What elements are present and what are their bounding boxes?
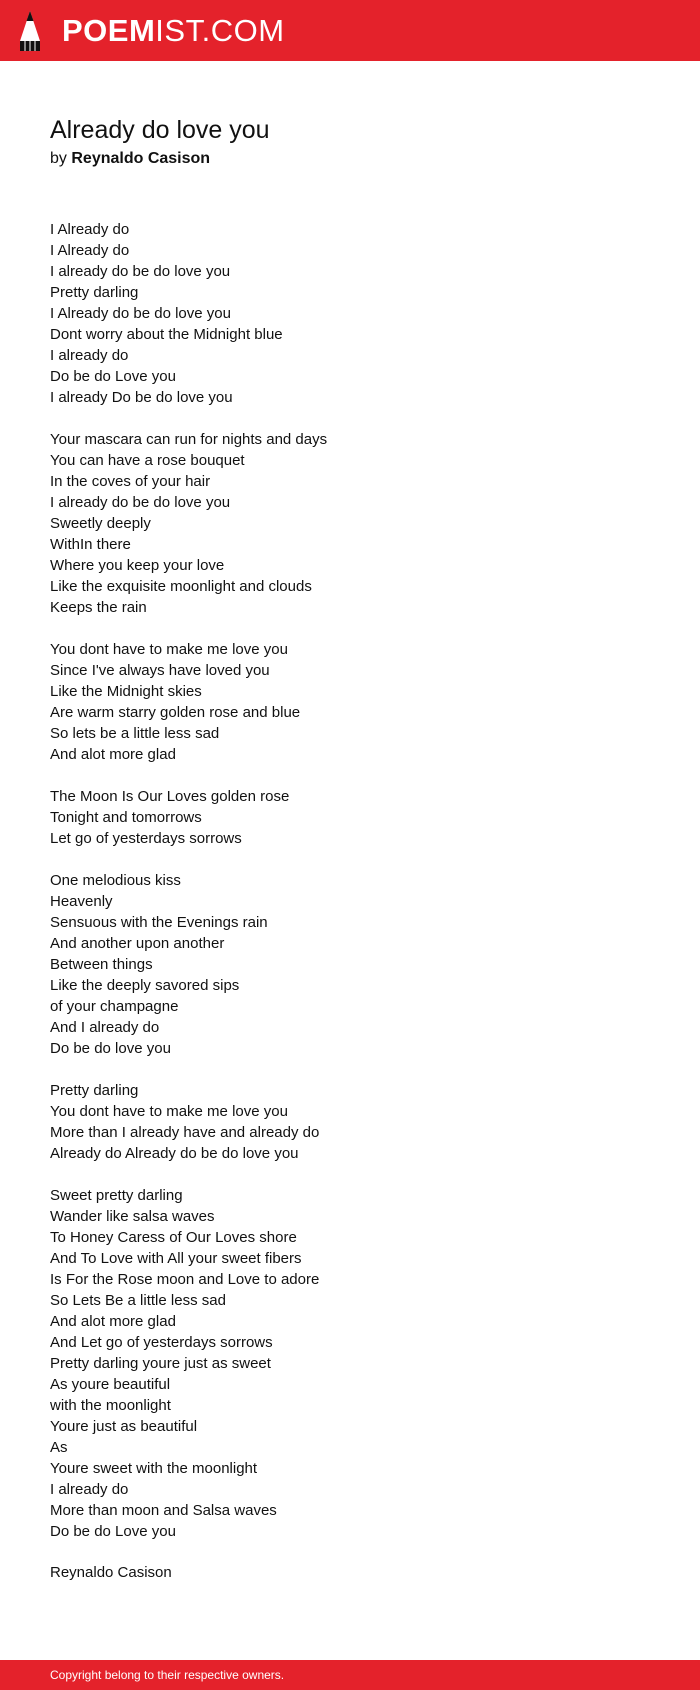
poem-line: More than I already have and already do <box>50 1124 320 1141</box>
poem-title: Already do love you <box>50 116 270 144</box>
poem-line: Like the exquisite moonlight and clouds <box>50 578 312 595</box>
poem-line: You can have a rose bouquet <box>50 452 245 469</box>
poem-line: I already do <box>50 1481 129 1498</box>
poem-line: The Moon Is Our Loves golden rose <box>50 788 290 805</box>
poem-line: Do be do Love you <box>50 1523 176 1540</box>
poem-line: Like the deeply savored sips <box>50 977 240 994</box>
poem-line: Like the Midnight skies <box>50 683 202 700</box>
poem-line: You dont have to make me love you <box>50 1103 288 1120</box>
author-link[interactable]: Reynaldo Casison <box>71 150 211 167</box>
poem-line: Youre just as beautiful <box>50 1418 198 1435</box>
poem-line: One melodious kiss <box>50 872 181 889</box>
poem-stanza <box>50 429 650 618</box>
poem-line: WithIn there <box>50 536 131 553</box>
poem-line: Pretty darling <box>50 284 139 301</box>
poem-line: I Already do be do love you <box>50 305 231 322</box>
poem-line: Between things <box>50 956 153 973</box>
poem-line: Are warm starry golden rose and blue <box>50 704 301 721</box>
copyright-notice: Copyright belong to their respective owners. <box>50 1668 285 1682</box>
poem-line: More than moon and Salsa waves <box>50 1502 277 1519</box>
site-logo-link[interactable] <box>18 9 285 53</box>
poem-line: Sweet pretty darling <box>50 1187 183 1204</box>
poem-line: In the coves of your hair <box>50 473 211 490</box>
poem-line: I already Do be do love you <box>50 389 233 406</box>
poem-line: Since I've always have loved you <box>50 662 270 679</box>
site-footer <box>0 1660 700 1690</box>
byline-label: by <box>50 150 67 167</box>
poem-line: And To Love with All your sweet fibers <box>50 1250 302 1267</box>
poem-line: Your mascara can run for nights and days <box>50 431 328 448</box>
poem-line: I Already do <box>50 221 130 238</box>
poem-stanza <box>50 639 650 765</box>
poem-line: And another upon another <box>50 935 225 952</box>
poem-stanza <box>50 786 650 849</box>
poem-line: And alot more glad <box>50 1313 176 1330</box>
poem-line: Do be do love you <box>50 1040 171 1057</box>
poem-line: As <box>50 1439 68 1456</box>
logo-bold-part: POEM <box>62 13 156 48</box>
poem-line: So Lets Be a little less sad <box>50 1292 226 1309</box>
poem-line: Sweetly deeply <box>50 515 151 532</box>
poem-line: And I already do <box>50 1019 160 1036</box>
poem-line: To Honey Caress of Our Loves shore <box>50 1229 297 1246</box>
poem-stanza <box>50 219 650 408</box>
poem-byline <box>50 148 210 170</box>
poem-line: Tonight and tomorrows <box>50 809 202 826</box>
poem-line: Is For the Rose moon and Love to adore <box>50 1271 320 1288</box>
poem-stanza <box>50 1080 650 1164</box>
poem-line: Sensuous with the Evenings rain <box>50 914 268 931</box>
poem-line: So lets be a little less sad <box>50 725 220 742</box>
poem-line: Keeps the rain <box>50 599 147 616</box>
poem-line: Do be do Love you <box>50 368 176 385</box>
poem-line: with the moonlight <box>50 1397 171 1414</box>
site-header <box>0 0 700 61</box>
poem-line: Where you keep your love <box>50 557 225 574</box>
poem-line: Pretty darling <box>50 1082 139 1099</box>
poem-line: Pretty darling youre just as sweet <box>50 1355 271 1372</box>
poem-line: I already do <box>50 347 129 364</box>
poem-line: And alot more glad <box>50 746 176 763</box>
site-logo-text <box>62 9 285 53</box>
poem-line: of your champagne <box>50 998 179 1015</box>
poem-line: Already do Already do be do love you <box>50 1145 299 1162</box>
logo-light-part: IST.COM <box>155 13 285 48</box>
poem-line: Dont worry about the Midnight blue <box>50 326 283 343</box>
poem-line: I already do be do love you <box>50 494 231 511</box>
poem-stanza <box>50 1185 650 1542</box>
pencil-icon <box>18 9 42 53</box>
poem-line: And Let go of yesterdays sorrows <box>50 1334 273 1351</box>
poem-line: I Already do <box>50 242 130 259</box>
poem-signature: Reynaldo Casison <box>50 1564 172 1581</box>
poem-line: Youre sweet with the moonlight <box>50 1460 258 1477</box>
poem-line: I already do be do love you <box>50 263 231 280</box>
poem-line: You dont have to make me love you <box>50 641 288 658</box>
poem-stanza <box>50 870 650 1059</box>
poem-line: Let go of yesterdays sorrows <box>50 830 242 847</box>
poem-line: As youre beautiful <box>50 1376 171 1393</box>
poem-body <box>50 219 650 1563</box>
poem-line: Wander like salsa waves <box>50 1208 215 1225</box>
poem-line: Heavenly <box>50 893 113 910</box>
